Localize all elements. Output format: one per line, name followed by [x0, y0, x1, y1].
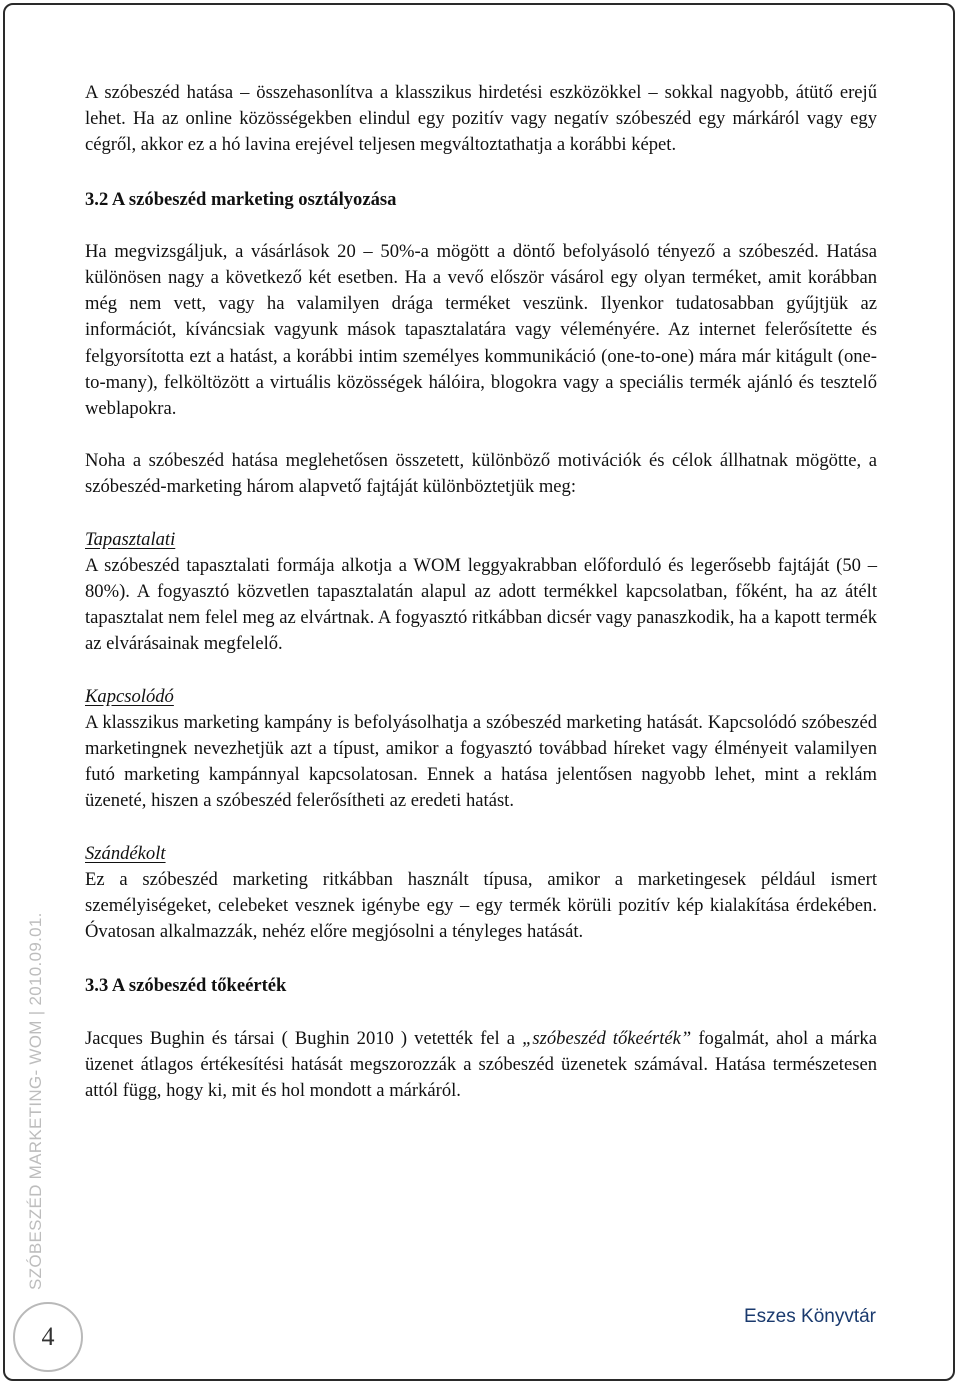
document-body — [85, 80, 877, 1104]
section-heading-3-3: 3.3 A szóbeszéd tőkeérték — [85, 975, 287, 997]
running-title-vertical: SZÓBESZÉD MARKETING- WOM | 2010.09.01. — [26, 912, 45, 1290]
intro-paragraph: A szóbeszéd hatása – összehasonlítva a klasszikus hirdetési eszközökkel – sokkal nagyobb, átütő erejű lehet. Ha az online közösségekben elindul egy pozitív vagy negatív szóbeszéd egy márkáról vagy egy cégről, akkor ez a hó lavina erejével teljesen megváltoztathatja a korábbi képet. — [85, 82, 877, 156]
equity-text-before: Jacques Bughin és társai ( Bughin 2010 ) vetették fel a — [85, 1027, 523, 1049]
subheading-tapasztalati: Tapasztalati — [85, 528, 176, 550]
page-number: 4 — [41, 1322, 55, 1351]
page-number-badge — [13, 1302, 83, 1372]
section-heading-3-2: 3.2 A szóbeszéd marketing osztályozása — [85, 188, 397, 210]
subheading-kapcsolodo: Kapcsolódó — [85, 685, 174, 707]
equity-term: „szóbeszéd tőkeérték” — [522, 1027, 692, 1049]
subheading-szandekolt: Szándékolt — [85, 842, 166, 864]
footer-brand: Eszes Könyvtár — [744, 1306, 876, 1327]
equity-paragraph — [85, 1026, 877, 1105]
classification-paragraph: Ha megvizsgáljuk, a vásárlások 20 – 50%-a mögött a döntő befolyásoló tényező a szóbeszéd. Hatása különösen nagy a következő két esetben. Ha a vevő először vásárol egy olyan terméket, amit korábban még nem vett, vagy ha valamilyen drága terméket veszünk. Ilyenkor tudatosabban gyűjtjük az információt, kíváncsiak vagyunk mások tapasztalatára vagy véleményére. Az internet felerősítette és felgyorsította ezt a hatást, a korábbi intim személyes kommunikáció (one-to-one) mára már kitágult (one-to-many), felköltözött a virtuális közösségek hálóira, blogokra vagy a speciális termék ajánló és tesztelő weblapokra. — [85, 240, 877, 420]
equity-text-after: fogalmát, ahol a márka üzenet átlagos értékesítési hatását megszorozzák a szóbeszéd üzenetek számával. Hatása természetesen attól függ, hogy ki, mit és hol mondott a márkáról. — [85, 1027, 877, 1102]
tapasztalati-paragraph: A szóbeszéd tapasztalati formája alkotja a WOM leggyakrabban előforduló és legerősebb fajtáját (50 – 80%). A fogyasztó közvetlen tapasztalatán alapul az adott termékkel kapcsolatban, főként, ha az átélt tapasztalat nem felel meg az elvártnak. A fogyasztó ritkábban dicsér vagy panaszkodik, ha a kapott termék az elvárásainak megfelelő. — [85, 554, 877, 655]
kapcsolodo-paragraph: A klasszikus marketing kampány is befolyásolhatja a szóbeszéd marketing hatását. Kapcsolódó szóbeszéd marketingnek nevezhetjük azt a típust, amikor a fogyasztó továbbad híreket vagy élményeit valamilyen futó marketing kampánnyal kapcsolatosan. Ennek a hatása jelentősen nagyobb lehet, mint a reklám üzeneté, hiszen a szóbeszéd felerősítheti az eredeti hatást. — [85, 711, 877, 812]
types-intro-paragraph: Noha a szóbeszéd hatása meglehetősen összetett, különböző motivációk és célok állhatnak mögötte, a szóbeszéd-marketing három alapvető fajtáját különböztetjük meg: — [85, 450, 877, 498]
szandekolt-paragraph: Ez a szóbeszéd marketing ritkábban használt típusa, amikor a marketingesek például ismert személyiségeket, celebeket vesznek igénybe egy – egy termék körüli pozitív kép kialakítása érdekében. Óvatosan alkalmazzák, nehéz előre megjósolni a tényleges hatását. — [85, 868, 877, 943]
